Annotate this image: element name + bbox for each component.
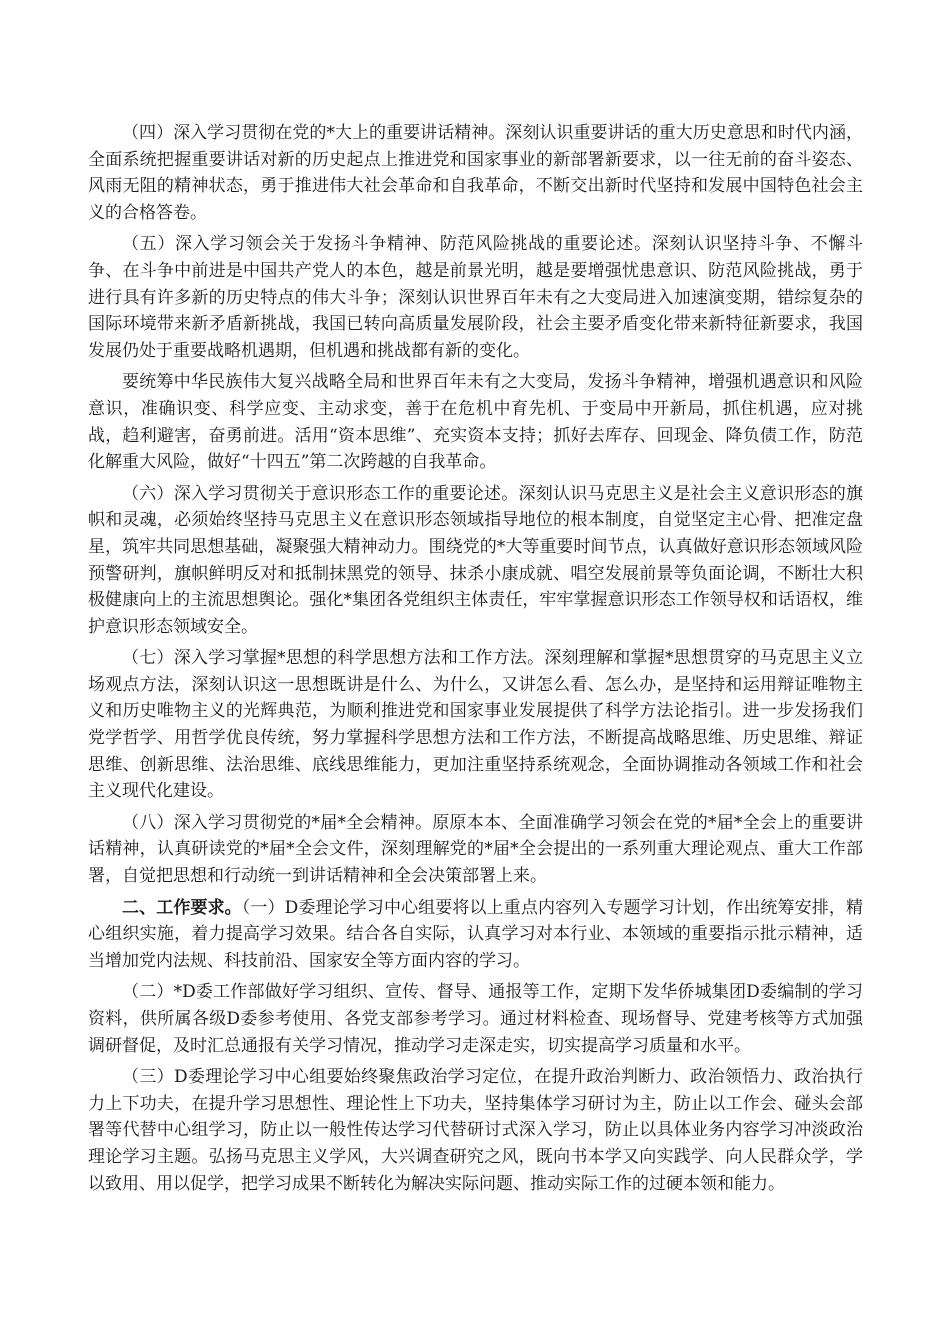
requirement-2 (88, 979, 863, 1059)
paragraph-text: （六）深入学习贯彻关于意识形态工作的重要论述。深刻认识马克思主义是社会主义意识形态的旗帜和灵魂，必须始终坚持马克思主义在意识形态领域指导地位的根本制度，自觉坚定主心骨、把准定盘星，筑牢共同思想基础，凝聚强大精神动力。围绕党的*大等重要时间节点，认真做好意识形态领域风险预警研判，旗帜鲜明反对和抵制抹黑党的领导、抹杀小康成就、唱空发展前景等负面论调，不断壮大积极健康向上的主流思想舆论。强化*集团各党组织主体责任，牢牢掌握意识形态工作领导权和话语权，维护意识形态领域安全。 (88, 483, 863, 637)
section-heading: 二、工作要求。 (122, 897, 242, 918)
section-work-requirements (88, 895, 863, 975)
paragraph-8 (88, 810, 863, 890)
paragraph-text: （四）深入学习贯彻在党的*大上的重要讲话精神。深刻认识重要讲话的重大历史意思和时代内涵，全面系统把握重要讲话对新的历史起点上推进党和国家事业的新部署新要求，以一往无前的奋斗姿态、风雨无阻的精神状态，勇于推进伟大社会革命和自我革命，不断交出新时代坚持和发展中国特色社会主义的合格答卷。 (88, 123, 863, 223)
paragraph-4 (88, 120, 863, 226)
paragraph-text: 要统筹中华民族伟大复兴战略全局和世界百年未有之大变局，发扬斗争精神，增强机遇意识和风险意识，准确识变、科学应变、主动求变，善于在危机中育先机、于变局中开新局，抓住机遇，应对挑战，趋利避害，奋勇前进。活用“资本思维”、充实资本支持；抓好去库存、回现金、降负债工作，防范化解重大风险，做好“十四五”第二次跨越的自我革命。 (88, 372, 863, 473)
document-body (88, 120, 863, 1202)
paragraph-text: （八）深入学习贯彻党的*届*全会精神。原原本本、全面准确学习领会在党的*届*全会上的重要讲话精神，认真研读党的*届*全会文件，深刻理解党的*届*全会提出的一系列重大理论观点、重大工作部署，自觉把思想和行动统一到讲话精神和全会决策部署上来。 (88, 812, 863, 887)
paragraph-text: （三）D委理论学习中心组要始终聚焦政治学习定位，在提升政治判断力、政治领悟力、政治执行力上下功夫，在提升学习思想性、理论性上下功夫，坚持集体学习研讨为主，防止以工作会、碰头会部署等代替中心组学习，防止以一般性传达学习代替研讨式深入学习，防止以具体业务内容学习冲淡政治理论学习主题。弘扬马克思主义学风，大兴调查研究之风，既向书本学又向实践学、向人民群众学，学以致用、用以促学，把学习成果不断转化为解决实际问题、推动实际工作的过硬本领和能力。 (88, 1067, 863, 1194)
paragraph-text: （五）深入学习领会关于发扬斗争精神、防范风险挑战的重要论述。深刻认识坚持斗争、不懈斗争、在斗争中前进是中国共产党人的本色，越是前景光明，越是要增强忧患意识、防范风险挑战，勇于进行具有许多新的历史特点的伟大斗争；深刻认识世界百年未有之大变局进入加速演变期，错综复杂的国际环境带来新矛盾新挑战，我国已转向高质量发展阶段，社会主要矛盾变化带来新特征新要求，我国发展仍处于重要战略机遇期，但机遇和挑战都有新的变化。 (88, 234, 863, 361)
paragraph-5 (88, 231, 863, 364)
paragraph-text: （一）D委理论学习中心组要将以上重点内容列入专题学习计划，作出统筹安排，精心组织实施，着力提高学习效果。结合各自实际，认真学习对本行业、本领域的重要指示批示精神，适当增加党内法规、科技前沿、国家安全等方面内容的学习。 (88, 897, 863, 971)
paragraph-text: （七）深入学习掌握*思想的科学思想方法和工作方法。深刻理解和掌握*思想贯穿的马克思主义立场观点方法，深刻认识这一思想既讲是什么、为什么，又讲怎么看、怎么办，是坚持和运用辩证唯物主义和历史唯物主义的光辉典范，为顺利推进党和国家事业发展提供了科学方法论指引。进一步发扬我们党学哲学、用哲学优良传统，努力掌握科学思想方法和工作方法，不断提高战略思维、历史思维、辩证思维、创新思维、法治思维、底线思维能力，更加注重坚持系统观念，全面协调推动各领域工作和社会主义现代化建设。 (88, 648, 863, 802)
paragraph-5-continued (88, 369, 863, 475)
paragraph-text: （二）*D委工作部做好学习组织、宣传、督导、通报等工作，定期下发华侨城集团D委编制的学习资料，供所属各级D委参考使用、各党支部参考学习。通过材料检查、现场督导、党建考核等方式加强调研督促，及时汇总通报有关学习情况，推动学习走深走实，切实提高学习质量和水平。 (88, 982, 863, 1056)
paragraph-6 (88, 481, 863, 641)
paragraph-7 (88, 645, 863, 805)
requirement-3 (88, 1064, 863, 1197)
